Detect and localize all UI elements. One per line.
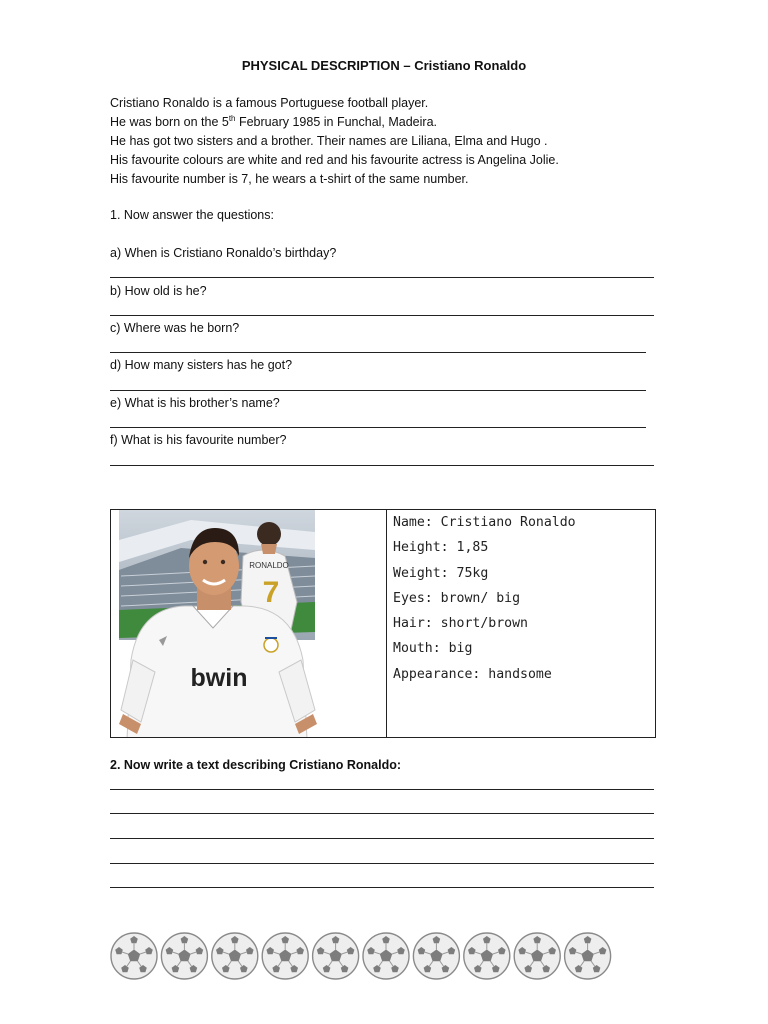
profile-weight: Weight: 75kg [393, 565, 489, 581]
question: f) What is his favourite number? [110, 433, 287, 447]
profile-name: Name: Cristiano Ronaldo [393, 515, 576, 530]
answer-line[interactable] [110, 352, 646, 353]
writing-line[interactable] [110, 813, 654, 814]
answer-line[interactable] [110, 390, 646, 391]
profile-details [393, 510, 576, 687]
intro-line: Cristiano Ronaldo is a famous Portuguese football player. [110, 96, 429, 110]
answer-line[interactable] [110, 277, 654, 278]
writing-line[interactable] [110, 863, 654, 864]
soccer-ball-icon [565, 933, 611, 979]
player-photo-illustration [111, 510, 386, 737]
soccer-ball-border [110, 932, 630, 980]
writing-line[interactable] [110, 838, 654, 839]
question: b) How old is he? [110, 284, 207, 298]
question: a) When is Cristiano Ronaldo’s birthday? [110, 246, 337, 260]
writing-line[interactable] [110, 887, 654, 888]
soccer-ball-icon [514, 933, 560, 979]
soccer-ball-icon [464, 933, 510, 979]
shirt-back-name: RONALDO [249, 561, 289, 570]
writing-line[interactable] [110, 789, 654, 790]
question: d) How many sisters has he got? [110, 358, 293, 372]
exercise-heading: 1. Now answer the questions: [110, 208, 274, 222]
shirt-back-number: 7 [262, 576, 280, 609]
profile-hair: Hair: short/brown [393, 616, 528, 632]
intro-line: He has got two sisters and a brother. Their names are Liliana, Elma and Hugo . [110, 134, 548, 148]
soccer-ball-icon [413, 933, 459, 979]
soccer-ball-icon [313, 933, 359, 979]
profile-appearance: Appearance: handsome [393, 666, 552, 682]
ordinal-suffix: th [228, 113, 236, 123]
soccer-ball-icon [212, 933, 258, 979]
exercise-heading: 2. Now write a text describing Cristiano Ronaldo: [110, 758, 402, 772]
soccer-ball-icon [161, 933, 207, 979]
intro-line: His favourite colours are white and red and his favourite actress is Angelina Jolie. [110, 153, 559, 167]
page-title: PHYSICAL DESCRIPTION – Cristiano Ronaldo [241, 58, 527, 73]
profile-mouth: Mouth: big [393, 641, 473, 657]
answer-line[interactable] [110, 465, 654, 466]
question: c) Where was he born? [110, 321, 240, 335]
soccer-ball-icon [111, 933, 157, 979]
profile-eyes: Eyes: brown/ big [393, 590, 521, 606]
intro-text: February 1985 in Funchal, Madeira. [235, 115, 437, 129]
intro-line [110, 113, 437, 132]
shirt-sponsor-logo: bwin [190, 664, 248, 692]
player-photo [111, 510, 387, 737]
answer-line[interactable] [110, 315, 654, 316]
soccer-ball-icon [262, 933, 308, 979]
answer-line[interactable] [110, 427, 646, 428]
intro-line: His favourite number is 7, he wears a t-shirt of the same number. [110, 172, 469, 186]
profile-height: Height: 1,85 [393, 540, 489, 556]
soccer-ball-icon [363, 933, 409, 979]
intro-text: He was born on the 5 [110, 115, 229, 129]
profile-card [110, 509, 656, 738]
question: e) What is his brother’s name? [110, 396, 280, 410]
